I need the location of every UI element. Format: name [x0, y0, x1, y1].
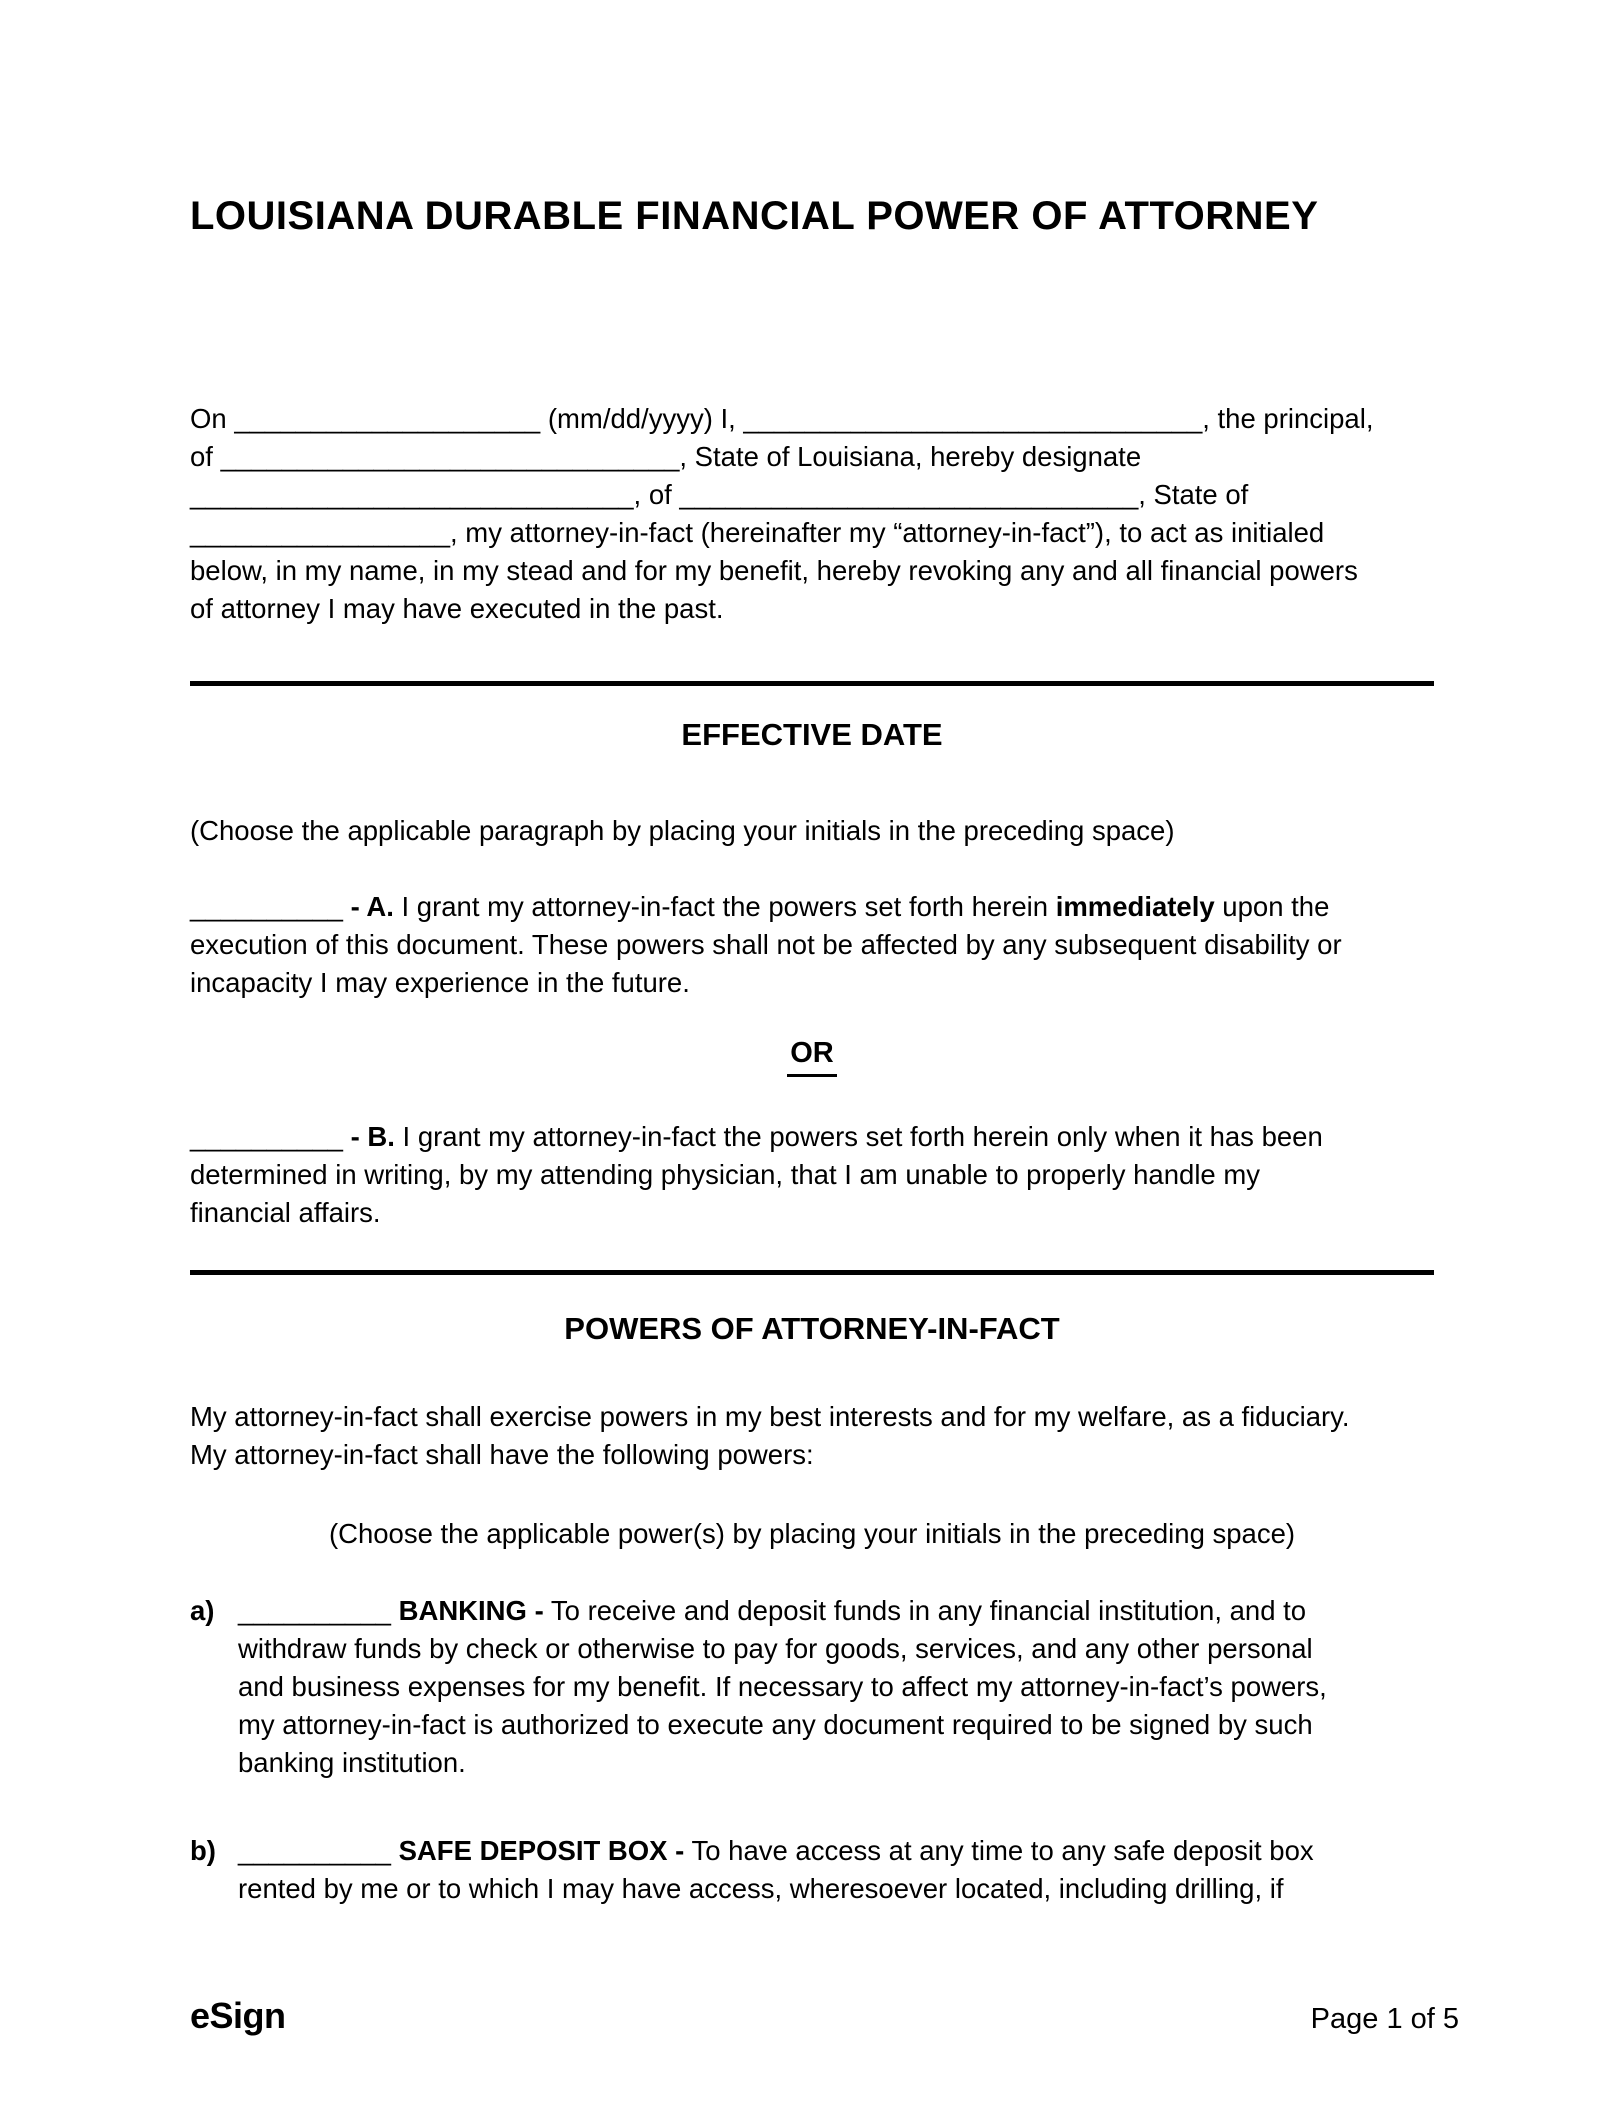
- text-segment: BANKING -: [398, 1595, 544, 1626]
- fill-in-blank: __________: [238, 1835, 391, 1866]
- text-segment: of: [190, 441, 221, 472]
- text-segment: rented by me or to which I may have access, wheresoever located, including drilling, if: [238, 1873, 1284, 1904]
- text-segment: To receive and deposit funds in any financial institution, and to: [543, 1595, 1307, 1626]
- power-item-banking: [190, 1592, 1327, 1782]
- text-segment: I grant my attorney-in-fact the powers set forth herein only when it has been: [394, 1121, 1323, 1152]
- text-segment: immediately: [1055, 891, 1215, 922]
- list-item-text: [238, 1832, 1314, 1908]
- page-footer: [190, 1995, 1459, 2037]
- fill-in-blank: ____________________: [234, 403, 541, 434]
- text-line: [238, 1832, 1314, 1870]
- text-line: [238, 1706, 1327, 1744]
- text-segment: [343, 1121, 351, 1152]
- powers-heading: POWERS OF ATTORNEY-IN-FACT: [564, 1311, 1060, 1346]
- text-segment: , the principal,: [1202, 403, 1374, 434]
- text-line: [190, 1398, 1350, 1436]
- text-line: [190, 926, 1342, 964]
- or-label: OR: [787, 1034, 837, 1077]
- text-line: [190, 1436, 1350, 1474]
- fill-in-blank: ______________________________: [679, 479, 1139, 510]
- fill-in-blank: ______________________________: [743, 403, 1203, 434]
- list-item-marker: b): [190, 1835, 216, 1866]
- text-line: [238, 1744, 1327, 1782]
- opening-paragraph: [190, 400, 1373, 628]
- text-line: [190, 964, 1342, 1002]
- list-item-text: [238, 1592, 1327, 1782]
- text-segment: upon the: [1214, 891, 1330, 922]
- text-segment: My attorney-in-fact shall have the following powers:: [190, 1439, 814, 1470]
- powers-intro-paragraph: [190, 1398, 1350, 1474]
- text-segment: - A.: [350, 891, 394, 922]
- text-line: [238, 1592, 1327, 1630]
- text-segment: incapacity I may experience in the future.: [190, 967, 690, 998]
- effective-date-heading: EFFECTIVE DATE: [681, 717, 943, 752]
- or-separator: [0, 1034, 1624, 1077]
- text-segment: [343, 891, 351, 922]
- text-segment: , of: [633, 479, 680, 510]
- option-a-paragraph: [190, 888, 1342, 1002]
- fill-in-blank: _____________________________: [190, 479, 634, 510]
- text-segment: - B.: [350, 1121, 395, 1152]
- text-segment: [391, 1595, 399, 1626]
- text-segment: below, in my name, in my stead and for my benefit, hereby revoking any and all financial powers: [190, 555, 1358, 586]
- text-line: [190, 590, 1373, 628]
- fill-in-blank: __________: [238, 1595, 391, 1626]
- document-title: LOUISIANA DURABLE FINANCIAL POWER OF ATTORNEY: [190, 194, 1319, 238]
- text-line: [238, 1870, 1314, 1908]
- power-item-safe-deposit-box: [190, 1832, 1314, 1908]
- fill-in-blank: _________________: [190, 517, 451, 548]
- text-segment: withdraw funds by check or otherwise to pay for goods, services, and any other personal: [238, 1633, 1313, 1664]
- text-segment: and business expenses for my benefit. If necessary to affect my attorney-in-fact’s powers,: [238, 1671, 1327, 1702]
- text-segment: On: [190, 403, 235, 434]
- esign-logo: eSign: [190, 1995, 286, 2036]
- text-segment: financial affairs.: [190, 1197, 381, 1228]
- text-segment: banking institution.: [238, 1747, 466, 1778]
- text-segment: my attorney-in-fact is authorized to execute any document required to be signed by such: [238, 1709, 1313, 1740]
- option-b-paragraph: [190, 1118, 1323, 1232]
- text-line: [238, 1668, 1327, 1706]
- text-segment: of attorney I may have executed in the past.: [190, 593, 724, 624]
- text-line: [190, 1156, 1323, 1194]
- text-line: [190, 552, 1373, 590]
- text-segment: To have access at any time to any safe deposit box: [684, 1835, 1314, 1866]
- text-line: [190, 1118, 1323, 1156]
- fill-in-blank: __________: [190, 891, 343, 922]
- fill-in-blank: __________: [190, 1121, 343, 1152]
- text-segment: My attorney-in-fact shall exercise powers in my best interests and for my welfare, as a fiduciary.: [190, 1401, 1350, 1432]
- powers-instruction: (Choose the applicable power(s) by placing your initials in the preceding space): [328, 1518, 1296, 1549]
- text-segment: , State of Louisiana, hereby designate: [679, 441, 1142, 472]
- text-line: [190, 1194, 1323, 1232]
- text-line: [238, 1630, 1327, 1668]
- text-line: [190, 476, 1373, 514]
- effective-date-instruction: (Choose the applicable paragraph by placing your initials in the preceding space): [190, 815, 1175, 846]
- text-line: [190, 438, 1373, 476]
- text-line: [190, 514, 1373, 552]
- section-divider: [190, 1270, 1434, 1275]
- text-segment: I grant my attorney-in-fact the powers set forth herein: [393, 891, 1056, 922]
- text-segment: execution of this document. These powers shall not be affected by any subsequent disability or: [190, 929, 1342, 960]
- section-divider: [190, 681, 1434, 686]
- text-segment: determined in writing, by my attending physician, that I am unable to properly handle my: [190, 1159, 1261, 1190]
- text-line: [190, 400, 1373, 438]
- list-item-marker: a): [190, 1595, 215, 1626]
- text-segment: , my attorney-in-fact (hereinafter my “attorney-in-fact”), to act as initialed: [450, 517, 1325, 548]
- text-segment: [391, 1835, 399, 1866]
- text-segment: , State of: [1138, 479, 1249, 510]
- fill-in-blank: ______________________________: [220, 441, 680, 472]
- page-number: Page 1 of 5: [1310, 2003, 1459, 2035]
- text-segment: (mm/dd/yyyy) I,: [540, 403, 744, 434]
- text-segment: SAFE DEPOSIT BOX -: [398, 1835, 685, 1866]
- text-line: [190, 888, 1342, 926]
